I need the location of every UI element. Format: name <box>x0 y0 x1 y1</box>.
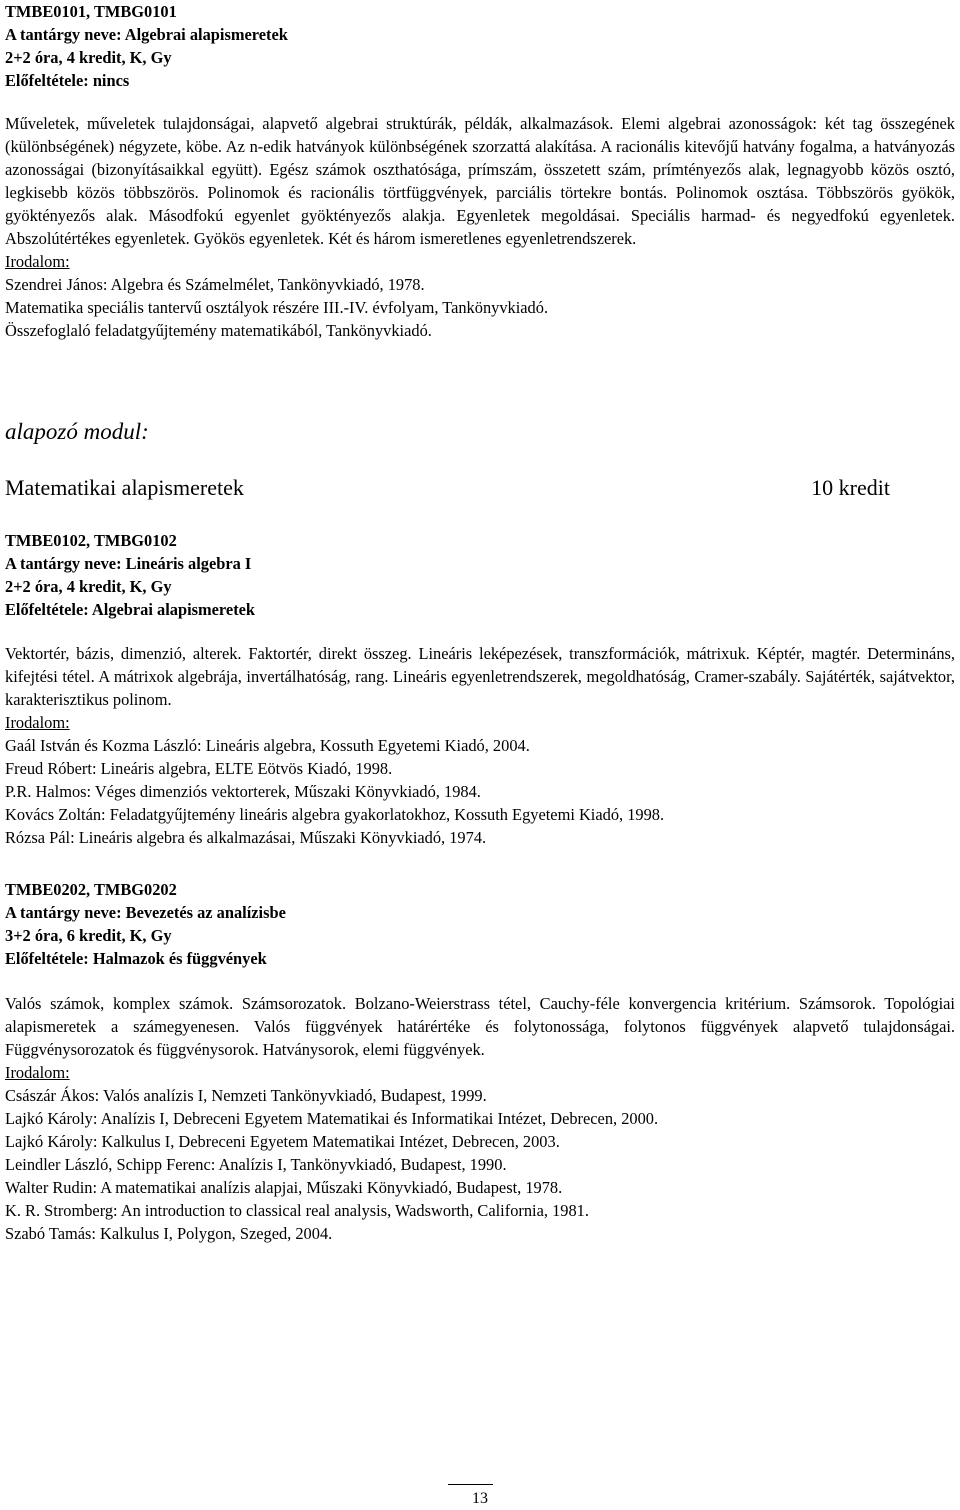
course-block-linear-algebra <box>5 529 955 849</box>
course-name: A tantárgy neve: Bevezetés az analízisbe <box>5 903 286 922</box>
course-block-analysis <box>5 878 955 1245</box>
literature-item: Császár Ákos: Valós analízis I, Nemzeti Tankönyvkiadó, Budapest, 1999. <box>5 1086 487 1105</box>
course-prereq: Előfeltétele: nincs <box>5 71 130 90</box>
course-code: TMBE0202, TMBG0202 <box>5 880 177 899</box>
course-prereq: Előfeltétele: Algebrai alapismeretek <box>5 600 256 619</box>
course-code: TMBE0102, TMBG0102 <box>5 531 177 550</box>
literature-item: Walter Rudin: A matematikai analízis alapjai, Műszaki Könyvkiadó, Budapest, 1978. <box>5 1178 563 1197</box>
literature-item: Rózsa Pál: Lineáris algebra és alkalmazásai, Műszaki Könyvkiadó, 1974. <box>5 828 487 847</box>
module-title-row <box>5 476 955 499</box>
course-prereq: Előfeltétele: Halmazok és függvények <box>5 949 267 968</box>
footer-divider <box>448 1484 493 1485</box>
literature-item: Matematika speciális tantervű osztályok részére III.-IV. évfolyam, Tankönyvkiadó. <box>5 298 549 317</box>
module-credit: 10 kredit <box>811 475 890 500</box>
literature-item: Szendrei János: Algebra és Számelmélet, Tankönyvkiadó, 1978. <box>5 275 425 294</box>
course-description: Valós számok, komplex számok. Számsorozatok. Bolzano-Weierstrass tétel, Cauchy-féle konvergencia kritérium. Számsorok. Topológiai alapismeretek a számegyenesen. Valós függvények határértéke és folytonossága, folytonos függvények alapvető tulajdonságai. Függvénysorozatok és függvénysorok. Hatványsorok, elemi függvények. <box>5 994 955 1059</box>
literature-item: Kovács Zoltán: Feladatgyűjtemény lineáris algebra gyakorlatokhoz, Kossuth Egyetemi Kiadó, 1998. <box>5 805 665 824</box>
literature-item: P.R. Halmos: Véges dimenziós vektorterek, Műszaki Könyvkiadó, 1984. <box>5 782 481 801</box>
course-hours: 2+2 óra, 4 kredit, K, Gy <box>5 48 172 67</box>
module-header <box>5 420 955 443</box>
page-number: 13 <box>472 1490 488 1507</box>
literature-item: Lajkó Károly: Analízis I, Debreceni Egyetem Matematikai és Informatikai Intézet, Debrecen, 2000. <box>5 1109 659 1128</box>
literature-label: Irodalom: <box>5 713 70 732</box>
course-description: Műveletek, műveletek tulajdonságai, alapvető algebrai struktúrák, példák, alkalmazások. Elemi algebrai azonosságok: két tag összegének (különbségének) négyzete, köbe. Az n-edik hatványok különbségének szorzattá alakítása. A racionális kitevőjű hatvány fogalma, a hatványozás azonosságai (bizonyításaikkal együtt). Egész számok oszthatósága, prímszám, összetett szám, prímtényezős alak, legnagyobb közös osztó, legkisebb közös többszörös. Polinomok és racionális törtfüggvények, parciális törtekre bontás. Polinomok osztása. Többszörös gyökök, gyöktényezős alak. Másodfokú egyenlet gyöktényezős alakja. Egyenletek megoldásai. Speciális harmad- és negyedfokú egyenletek. Abszolútértékes egyenletek. Gyökös egyenletek. Két és három ismeretlenes egyenletrendszerek. <box>5 114 955 248</box>
course-name: A tantárgy neve: Lineáris algebra I <box>5 554 252 573</box>
literature-label: Irodalom: <box>5 252 70 271</box>
course-block-algebra <box>5 0 955 342</box>
course-code: TMBE0101, TMBG0101 <box>5 2 177 21</box>
literature-item: K. R. Stromberg: An introduction to classical real analysis, Wadsworth, California, 1981. <box>5 1201 589 1220</box>
course-hours: 3+2 óra, 6 kredit, K, Gy <box>5 926 172 945</box>
module-label: alapozó modul: <box>5 419 149 444</box>
course-hours: 2+2 óra, 4 kredit, K, Gy <box>5 577 172 596</box>
literature-item: Leindler László, Schipp Ferenc: Analízis I, Tankönyvkiadó, Budapest, 1990. <box>5 1155 507 1174</box>
literature-item: Freud Róbert: Lineáris algebra, ELTE Eötvös Kiadó, 1998. <box>5 759 393 778</box>
module-title: Matematikai alapismeretek <box>5 475 244 500</box>
literature-item: Lajkó Károly: Kalkulus I, Debreceni Egyetem Matematikai Intézet, Debrecen, 2003. <box>5 1132 560 1151</box>
literature-item: Összefoglaló feladatgyűjtemény matematikából, Tankönyvkiadó. <box>5 321 432 340</box>
course-description: Vektortér, bázis, dimenzió, alterek. Faktortér, direkt összeg. Lineáris leképezések, transzformációk, mátrixuk. Képtér, magtér. Determináns, kifejtési tétel. A mátrixok algebrája, invertálhatóság, rang. Lineáris egyenletrendszerek, megoldhatóság, Cramer-szabály. Sajátérték, sajátvektor, karakterisztikus polinom. <box>5 644 955 709</box>
literature-item: Gaál István és Kozma László: Lineáris algebra, Kossuth Egyetemi Kiadó, 2004. <box>5 736 530 755</box>
literature-item: Szabó Tamás: Kalkulus I, Polygon, Szeged, 2004. <box>5 1224 333 1243</box>
course-name: A tantárgy neve: Algebrai alapismeretek <box>5 25 288 44</box>
literature-label: Irodalom: <box>5 1063 70 1082</box>
